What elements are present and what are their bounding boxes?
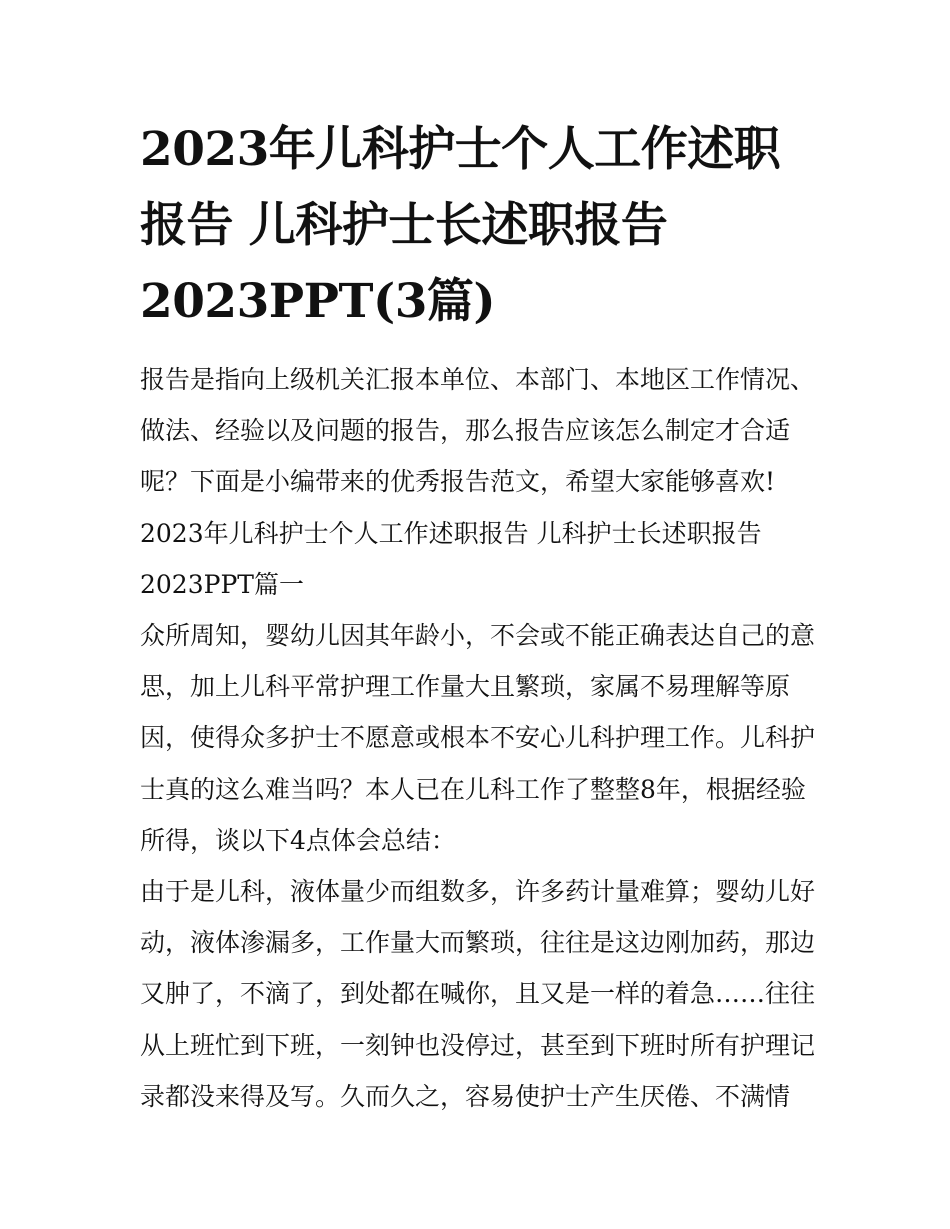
text-line: 又肿了，不滴了，到处都在喊你，且又是一样的着急……往往 bbox=[140, 979, 816, 1009]
title-line: 报告 儿科护士长述职报告 bbox=[140, 198, 668, 253]
title-line: 2023年儿科护士个人工作述职 bbox=[140, 122, 781, 177]
intro-paragraph bbox=[140, 354, 820, 508]
text-line: 动，液体渗漏多，工作量大而繁琐，往往是这边刚加药，那边 bbox=[140, 928, 816, 958]
text-line: 因，使得众多护士不愿意或根本不安心儿科护理工作。儿科护 bbox=[140, 723, 816, 753]
text-line: 做法、经验以及问题的报告，那么报告应该怎么制定才合适 bbox=[140, 416, 791, 446]
text-line: 士真的这么难当吗？本人已在儿科工作了整整8年，根据经验 bbox=[140, 774, 806, 804]
text-line: 报告是指向上级机关汇报本单位、本部门、本地区工作情况、 bbox=[140, 365, 816, 394]
body-paragraph-1 bbox=[140, 610, 820, 866]
text-line: 2023PPT篇一 bbox=[140, 569, 304, 599]
text-line: 所得，谈以下4点体会总结： bbox=[140, 825, 456, 855]
text-line: 录都没来得及写。久而久之，容易使护士产生厌倦、不满情 bbox=[140, 1081, 791, 1111]
text-line: 思，加上儿科平常护理工作量大且繁琐，家属不易理解等原 bbox=[140, 672, 791, 702]
text-line: 呢？下面是小编带来的优秀报告范文，希望大家能够喜欢! bbox=[140, 467, 776, 497]
text-line: 由于是儿科，液体量少而组数多，许多药计量难算；婴幼儿好 bbox=[140, 877, 816, 907]
text-line: 2023年儿科护士个人工作述职报告 儿科护士长述职报告 bbox=[140, 518, 762, 548]
text-line: 众所周知，婴幼儿因其年龄小，不会或不能正确表达自己的意 bbox=[140, 621, 816, 651]
body-paragraph-2 bbox=[140, 866, 820, 1122]
title-line: 2023PPT(3篇) bbox=[140, 274, 496, 329]
document-page bbox=[140, 112, 820, 1122]
text-line: 从上班忙到下班，一刻钟也没停过，甚至到下班时所有护理记 bbox=[140, 1030, 816, 1060]
document-title bbox=[140, 112, 820, 340]
section-subheading bbox=[140, 508, 820, 610]
